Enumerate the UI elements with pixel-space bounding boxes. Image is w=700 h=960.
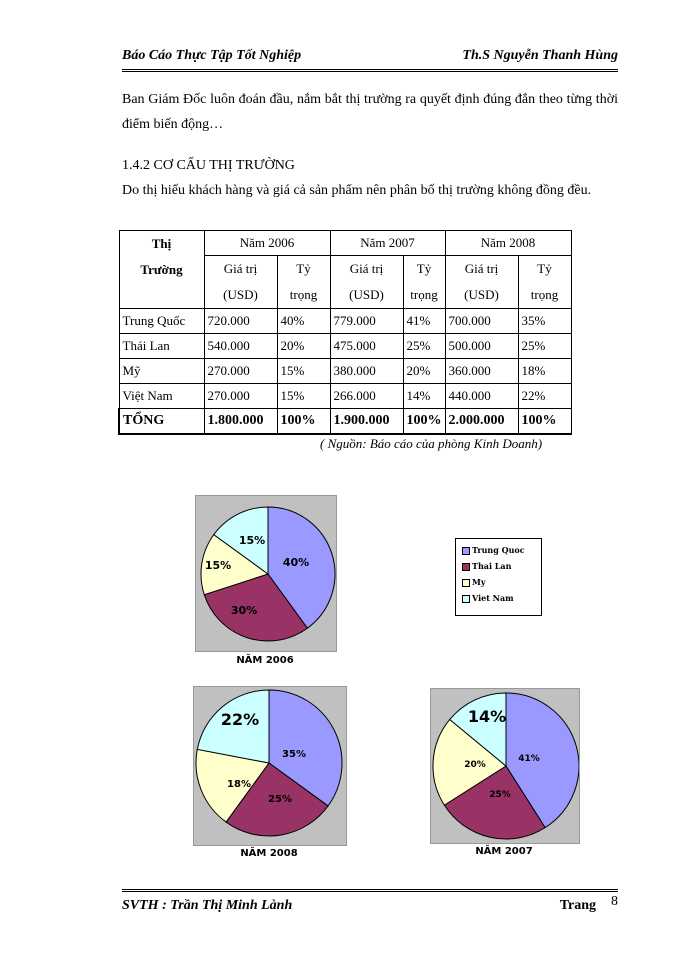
chart-title-2008: NĂM 2008 — [240, 848, 298, 859]
pie-data-label: 30% — [230, 604, 258, 617]
share-header: Tỷ trọng — [518, 256, 571, 309]
cell: 100% — [518, 409, 571, 435]
cell: 380.000 — [330, 359, 403, 384]
cell: 700.000 — [445, 309, 518, 334]
table-total-row — [119, 409, 571, 435]
share-header: Tỷ trọng — [403, 256, 445, 309]
pie-data-label: 25% — [268, 794, 292, 805]
chart-title-2007: NĂM 2007 — [475, 846, 533, 857]
footer-page-number: 8 — [611, 894, 618, 909]
share-header: Tỷ trọng — [277, 256, 330, 309]
cell: 100% — [277, 409, 330, 435]
value-header: Giá trị (USD) — [330, 256, 403, 309]
pie-data-label: 15% — [204, 559, 232, 572]
corner-line1: Thị — [151, 236, 172, 251]
value-header: Giá trị (USD) — [445, 256, 518, 309]
intro-paragraph: Ban Giám Đốc luôn đoán đầu, nắm bắt thị trường ra quyết định đúng đắn theo từng thời điểm biến động… — [122, 92, 618, 132]
row-name: TỔNG — [119, 409, 204, 435]
cell: 14% — [403, 384, 445, 409]
page-header — [122, 48, 618, 68]
pie-data-label: 41% — [518, 754, 540, 764]
cell: 779.000 — [330, 309, 403, 334]
cell: 22% — [518, 384, 571, 409]
table-row — [119, 334, 571, 359]
cell: 500.000 — [445, 334, 518, 359]
cell: 100% — [403, 409, 445, 435]
cell: 270.000 — [204, 384, 277, 409]
pie-data-label: 20% — [464, 760, 486, 770]
year-header: Năm 2007 — [330, 231, 445, 256]
source-note: ( Nguồn: Báo cáo của phòng Kinh Doanh) — [320, 436, 543, 451]
legend-swatch — [462, 579, 470, 587]
cell: 2.000.000 — [445, 409, 518, 435]
market-table — [118, 230, 572, 435]
corner-line2: Trường — [140, 262, 183, 277]
cell: 15% — [277, 359, 330, 384]
cell: 41% — [403, 309, 445, 334]
cell: 40% — [277, 309, 330, 334]
cell: 1.800.000 — [204, 409, 277, 435]
pie-svg-2007 — [431, 689, 579, 843]
row-name: Việt Nam — [119, 384, 204, 409]
chart-legend: Trung Quoc Thai Lan My Viet Nam — [455, 538, 542, 616]
footer-rule — [122, 889, 618, 892]
cell: 360.000 — [445, 359, 518, 384]
cell: 1.900.000 — [330, 409, 403, 435]
pie-chart-2008 — [193, 686, 347, 846]
chart-title-2006: NĂM 2006 — [236, 655, 294, 666]
pie-svg-2008 — [194, 687, 346, 845]
row-name: Thái Lan — [119, 334, 204, 359]
pie-data-label: 14% — [467, 707, 507, 726]
table-row — [119, 384, 571, 409]
legend-swatch — [462, 563, 470, 571]
row-name: Trung Quốc — [119, 309, 204, 334]
cell: 440.000 — [445, 384, 518, 409]
cell: 18% — [518, 359, 571, 384]
pie-data-label: 40% — [282, 556, 310, 569]
pie-chart-2006 — [195, 495, 337, 652]
row-name: Mỹ — [119, 359, 204, 384]
cell: 540.000 — [204, 334, 277, 359]
legend-swatch — [462, 547, 470, 555]
table-corner-header — [119, 231, 204, 309]
year-header: Năm 2006 — [204, 231, 330, 256]
body-paragraph: Do thị hiếu khách hàng và giá cả sản phẩm nên phân bố thị trường không đồng đều. — [122, 183, 592, 198]
year-header: Năm 2008 — [445, 231, 571, 256]
pie-data-label: 15% — [238, 534, 266, 547]
pie-chart-2007 — [430, 688, 580, 844]
cell: 475.000 — [330, 334, 403, 359]
value-header: Giá trị (USD) — [204, 256, 277, 309]
cell: 15% — [277, 384, 330, 409]
cell: 35% — [518, 309, 571, 334]
section-heading: 1.4.2 CƠ CẤU THỊ TRƯỜNG — [122, 158, 295, 173]
cell: 20% — [277, 334, 330, 359]
legend-swatch — [462, 595, 470, 603]
cell: 25% — [403, 334, 445, 359]
header-title: Báo Cáo Thực Tập Tốt Nghiệp — [122, 48, 302, 63]
footer-student: SVTH : Trần Thị Minh Lành — [122, 898, 293, 913]
footer-page-label: Trang — [559, 898, 596, 913]
pie-svg-2006 — [196, 496, 336, 651]
cell: 270.000 — [204, 359, 277, 384]
table-row — [119, 359, 571, 384]
table-row — [119, 309, 571, 334]
cell: 20% — [403, 359, 445, 384]
header-rule — [122, 69, 618, 72]
cell: 25% — [518, 334, 571, 359]
pie-data-label: 22% — [220, 710, 260, 729]
pie-data-label: 35% — [282, 749, 306, 760]
pie-data-label: 18% — [227, 779, 251, 790]
cell: 266.000 — [330, 384, 403, 409]
cell: 720.000 — [204, 309, 277, 334]
pie-data-label: 25% — [489, 790, 511, 800]
header-author: Th.S Nguyễn Thanh Hùng — [462, 48, 618, 63]
